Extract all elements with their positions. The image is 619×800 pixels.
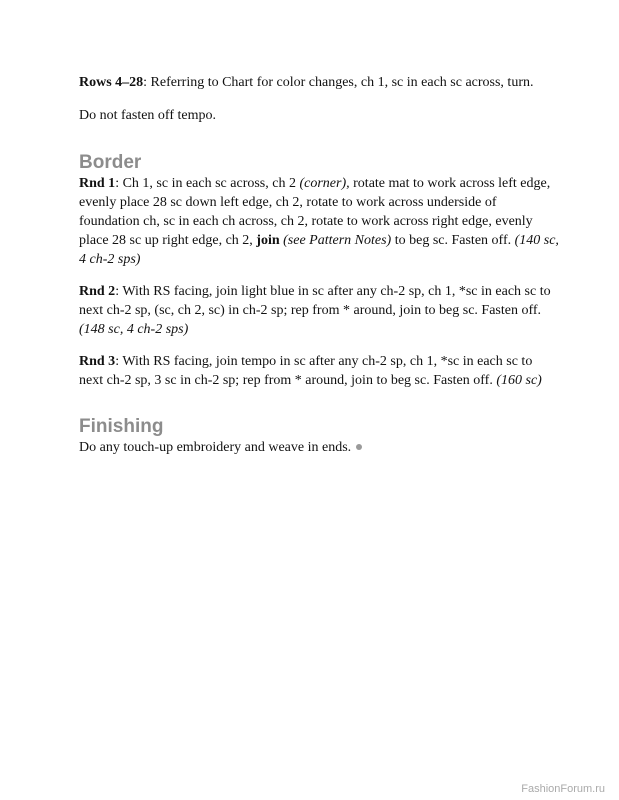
rnd2-paragraph xyxy=(79,282,559,339)
rnd2-text: : With RS facing, join light blue in sc after any ch-2 sp, ch 1, *sc in each sc to next ch-2 sp, (sc, ch 2, sc) in ch-2 sp; rep from * around, join to beg sc. Fasten off. xyxy=(79,284,551,318)
rnd2-count: (148 sc, 4 ch-2 sps) xyxy=(79,322,189,337)
finishing-heading: Finishing xyxy=(79,416,164,437)
rnd1-label: Rnd 1 xyxy=(79,176,116,191)
rnd1-join: join xyxy=(256,233,280,248)
rnd1-paragraph xyxy=(79,174,559,269)
rows-label: Rows 4–28 xyxy=(79,75,144,90)
note-paragraph: Do not fasten off tempo. xyxy=(79,108,216,123)
finishing-text: Do any touch-up embroidery and weave in ends. xyxy=(79,440,352,455)
rnd1-text-3: to beg sc. Fasten off. xyxy=(391,233,515,248)
document-page xyxy=(79,73,559,457)
rnd3-paragraph xyxy=(79,352,559,390)
rows-text: : Referring to Chart for color changes, ch 1, sc in each sc across, turn. xyxy=(143,75,534,90)
finishing-paragraph xyxy=(79,438,559,457)
rnd1-count: (140 sc, 4 ch-2 sps) xyxy=(79,233,559,267)
rnd1-text-2: rotate mat to work across left edge, evenly place 28 sc down left edge, ch 2, rotate to work across underside of foundation ch, sc in each ch across, ch 2, rotate to work across right edge, evenly place 28 sc up right edge, ch 2, xyxy=(79,176,551,248)
rnd1-pattern-note: (see Pattern Notes) xyxy=(283,233,392,248)
rnd1-corner-note: (corner), xyxy=(299,176,350,191)
rows-paragraph xyxy=(79,73,559,92)
rnd3-text: : With RS facing, join tempo in sc after any ch-2 sp, ch 1, *sc in each sc to next ch-2 sp, 3 sc in ch-2 sp; rep from * around, join to beg sc. Fasten off. xyxy=(79,354,533,388)
watermark: FashionForum.ru xyxy=(521,783,605,795)
rnd3-label: Rnd 3 xyxy=(79,354,116,369)
border-heading: Border xyxy=(79,152,142,173)
rnd3-count: (160 sc) xyxy=(496,373,542,388)
rnd1-text-1: : Ch 1, sc in each sc across, ch 2 xyxy=(115,176,300,191)
rnd2-label: Rnd 2 xyxy=(79,284,116,299)
end-dot-icon xyxy=(356,444,362,450)
